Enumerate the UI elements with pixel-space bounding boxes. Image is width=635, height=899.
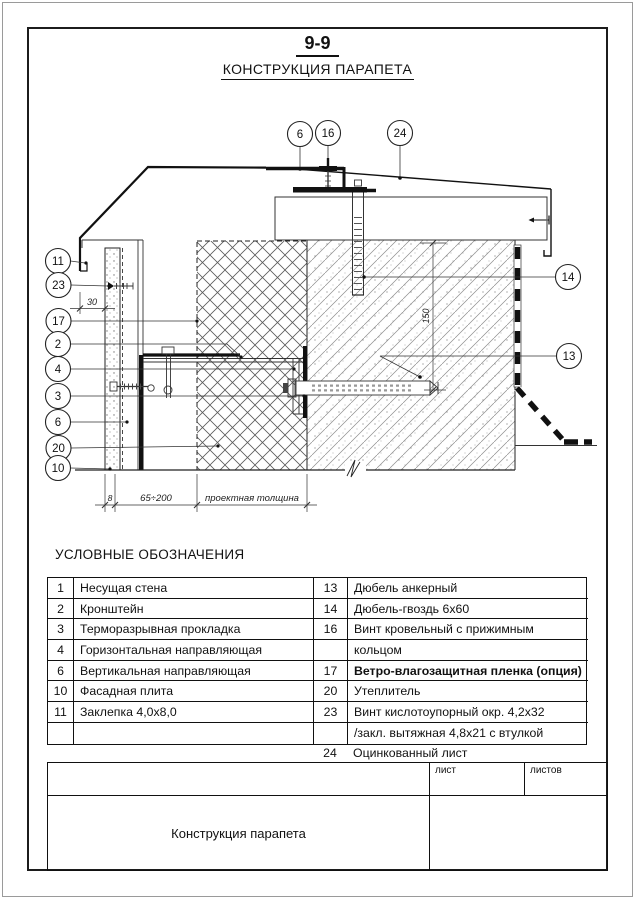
- legend-num: 14: [314, 599, 348, 620]
- dim-150-label: 150: [421, 308, 431, 324]
- legend-text: Заклепка 4,0х8,0: [74, 702, 314, 723]
- callout-3: [46, 384, 71, 409]
- anchor-dowel-horizontal: [283, 379, 438, 397]
- legend-num: 4: [48, 640, 74, 661]
- callout-11: [46, 249, 71, 274]
- legend-text: [74, 723, 314, 744]
- callout-6-top: [288, 122, 313, 147]
- svg-text:6: 6: [296, 129, 304, 141]
- legend-text: Вертикальная направляющая: [74, 661, 314, 682]
- legend-text: Ветро-влагозащитная пленка (опция): [348, 661, 588, 682]
- callout-23: [46, 273, 71, 298]
- title-block-empty-cell: [429, 796, 607, 870]
- svg-text:6: 6: [54, 417, 62, 429]
- sheet-count-cell: листов: [524, 763, 607, 795]
- roofing-screw: [319, 158, 337, 192]
- drawing-name: Конструкция парапета: [171, 825, 306, 841]
- legend-text: Винт кислотоупорный окр. 4,2х32: [348, 702, 588, 723]
- svg-text:13: 13: [562, 351, 576, 363]
- legend-text: Кронштейн: [74, 599, 314, 620]
- callout-13: [557, 344, 582, 369]
- legend-num: 13: [314, 578, 348, 599]
- legend-num: [314, 640, 348, 661]
- legend-text: Несущая стена: [74, 578, 314, 599]
- callout-14: [556, 265, 581, 290]
- svg-text:11: 11: [52, 256, 64, 268]
- svg-text:16: 16: [321, 128, 335, 140]
- legend-row-24: [313, 746, 593, 760]
- legend-num: 16: [314, 619, 348, 640]
- legend-text: Терморазрывная прокладка: [74, 619, 314, 640]
- break-symbol: [345, 460, 366, 478]
- title-block-header-row: [48, 763, 607, 796]
- concrete-wall-hatch: [307, 240, 515, 470]
- callout-17: [46, 309, 71, 334]
- svg-text:20: 20: [52, 443, 65, 455]
- legend-text: Оцинкованный лист: [353, 746, 468, 760]
- svg-text:23: 23: [52, 280, 65, 292]
- svg-text:14: 14: [561, 272, 575, 284]
- legend-num: 1: [48, 578, 74, 599]
- svg-text:2: 2: [54, 339, 62, 351]
- legend-num: 20: [314, 681, 348, 702]
- svg-text:10: 10: [51, 463, 65, 475]
- callout-2: [46, 332, 71, 357]
- dim-thickness-label: проектная толщина: [205, 493, 299, 504]
- parapet-cap: [275, 197, 547, 240]
- sheet-number-cell: лист: [429, 763, 524, 795]
- callout-10: [46, 456, 71, 481]
- page-title: КОНСТРУКЦИЯ ПАРАПЕТА: [221, 59, 415, 80]
- callout-4: [46, 357, 71, 382]
- callout-24: [388, 121, 413, 146]
- legend-num: 17: [314, 661, 348, 682]
- title-block-name-row: [48, 796, 607, 870]
- svg-text:17: 17: [52, 316, 65, 328]
- title-block: [47, 762, 608, 871]
- legend-num: [48, 723, 74, 744]
- legend-num: 2: [48, 599, 74, 620]
- legend-num: 3: [48, 619, 74, 640]
- svg-text:24: 24: [393, 128, 407, 140]
- vertical-profile-thick: [139, 355, 144, 470]
- legend-num: 24: [323, 746, 337, 760]
- top-rail-line: [82, 240, 143, 248]
- dim-30-label: 30: [86, 297, 98, 307]
- legend-text: Дюбель анкерный: [348, 578, 588, 599]
- callout-16: [316, 121, 341, 146]
- callout-6-left: [46, 410, 71, 435]
- legend-text: Дюбель-гвоздь 6х60: [348, 599, 588, 620]
- legend-text: Винт кровельный с прижимным: [348, 619, 588, 640]
- legend-heading: УСЛОВНЫЕ ОБОЗНАЧЕНИЯ: [55, 547, 245, 562]
- legend-text: кольцом: [348, 640, 588, 661]
- legend-text: Утеплитель: [348, 681, 588, 702]
- dim-gap-label: 65÷200: [140, 493, 172, 504]
- legend-num: 23: [314, 702, 348, 723]
- section-mark: 9-9: [296, 33, 338, 57]
- legend-num: 10: [48, 681, 74, 702]
- svg-text:3: 3: [54, 391, 62, 403]
- svg-text:4: 4: [54, 364, 62, 376]
- legend-text: Горизонтальная направляющая: [74, 640, 314, 661]
- facade-plate: [105, 248, 123, 470]
- legend-table: [47, 577, 587, 745]
- legend-num: 11: [48, 702, 74, 723]
- legend-text: Фасадная плита: [74, 681, 314, 702]
- galvanized-sheet: [284, 168, 551, 189]
- legend-num: [314, 723, 348, 744]
- dim-8-label: 8: [107, 493, 113, 503]
- legend-num: 6: [48, 661, 74, 682]
- legend-text: /закл. вытяжная 4,8х21 с втулкой: [354, 726, 544, 741]
